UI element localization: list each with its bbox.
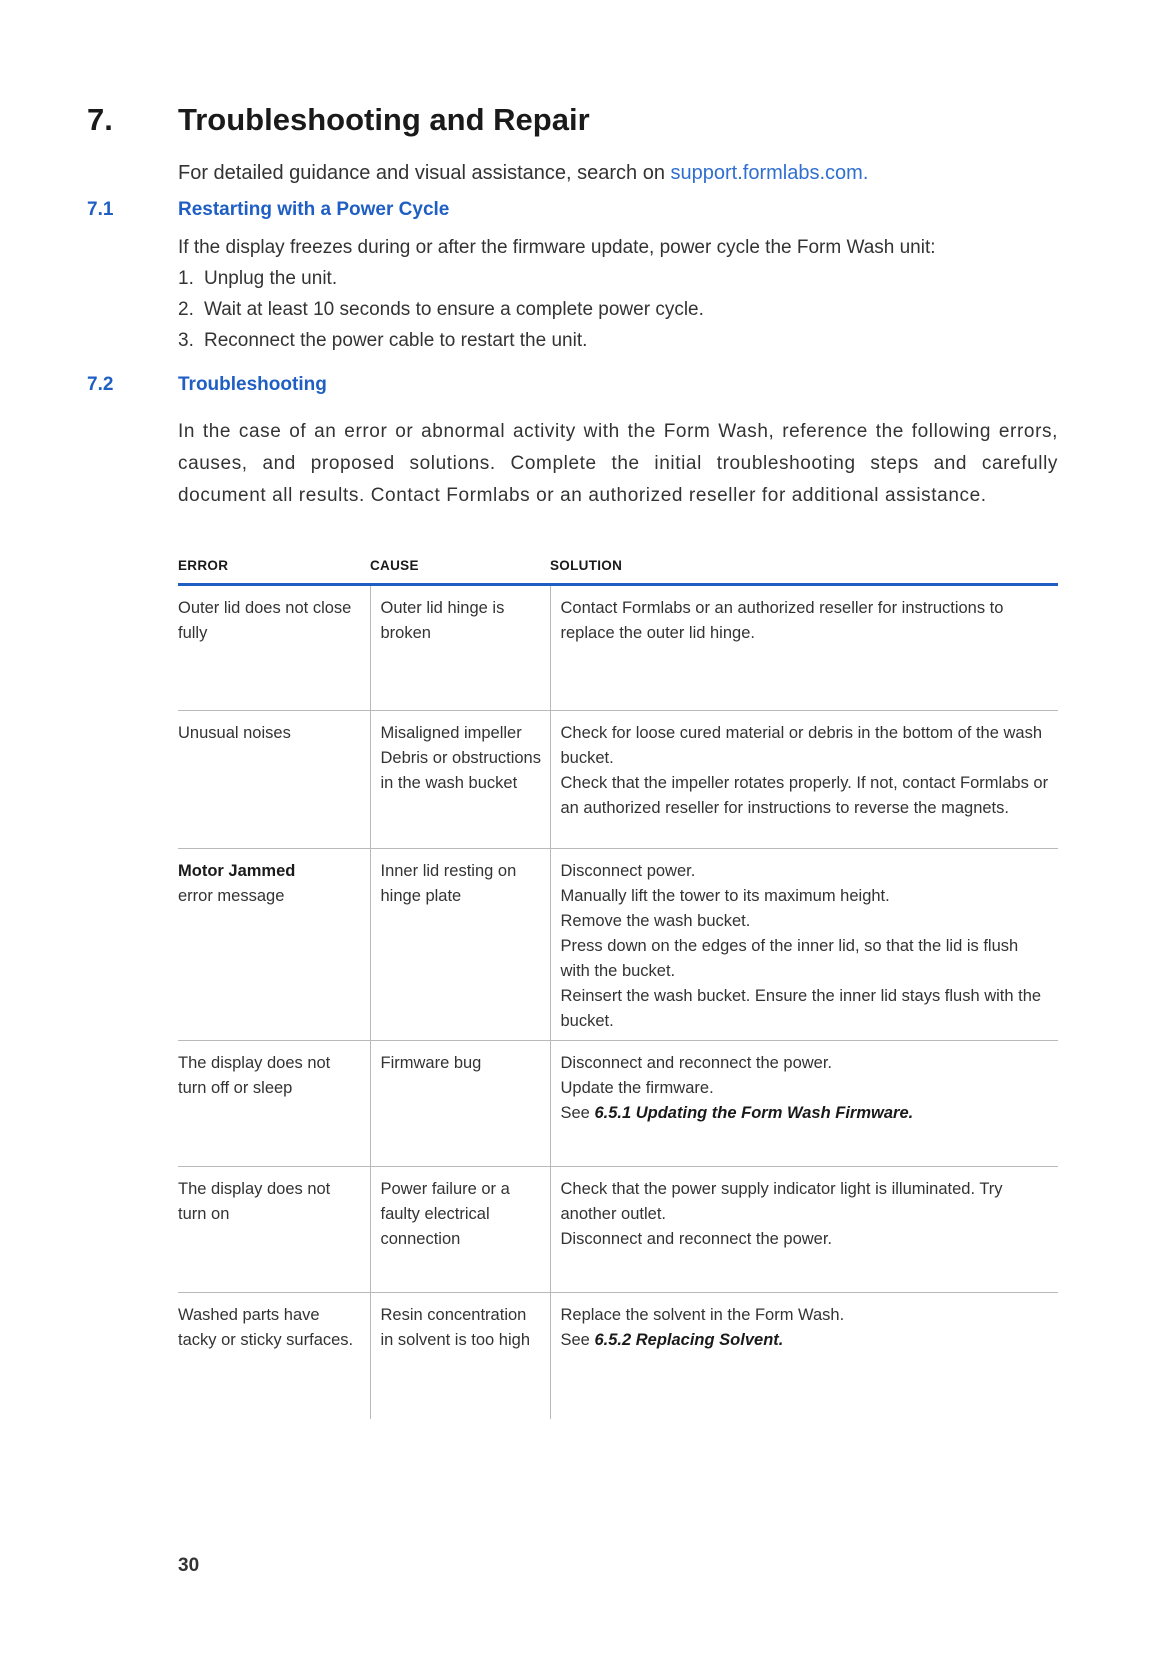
table-row: [178, 711, 1058, 849]
solution-cell: [550, 849, 1058, 1041]
cause-cell: [370, 849, 550, 1041]
table-header-row: [178, 548, 1058, 585]
chapter-intro: [178, 162, 868, 185]
solution-line: Contact Formlabs or an authorized reseller for instructions to replace the outer lid hinge.: [560, 599, 1004, 642]
step-item: [178, 330, 587, 352]
header-error: ERROR: [178, 548, 370, 585]
solution-cell: [550, 1167, 1058, 1293]
support-link[interactable]: support.formlabs.com.: [670, 162, 869, 184]
cause-cell: [370, 711, 550, 849]
step-text: Unplug the unit.: [204, 268, 338, 289]
solution-line: Manually lift the tower to its maximum height.: [560, 887, 890, 905]
cause-text: Outer lid hinge is broken: [380, 599, 505, 642]
section-reference-link[interactable]: 6.5.2 Replacing Solvent.: [594, 1331, 784, 1349]
cause-text: Resin concentration in solvent is too high: [380, 1306, 531, 1349]
error-cell: [178, 1293, 370, 1419]
solution-line: Replace the solvent in the Form Wash.: [560, 1306, 845, 1324]
error-text: The display does not turn on: [178, 1180, 331, 1223]
table-row: [178, 585, 1058, 711]
solution-line: Update the firmware.: [560, 1079, 714, 1097]
cause-text: Power failure or a faulty electrical connection: [380, 1180, 510, 1248]
cause-text: Inner lid resting on hinge plate: [380, 862, 517, 905]
step-text: Wait at least 10 seconds to ensure a complete power cycle.: [204, 299, 704, 320]
solution-line: Check that the impeller rotates properly. If not, contact Formlabs or an authorized reseller for instructions to reverse the magnets.: [560, 774, 1049, 817]
error-cell: [178, 1167, 370, 1293]
error-text: error message: [178, 887, 285, 905]
chapter-title: Troubleshooting and Repair: [178, 102, 590, 137]
solution-cell: [550, 711, 1058, 849]
section-reference-link[interactable]: 6.5.1 Updating the Form Wash Firmware.: [594, 1104, 914, 1122]
header-cause: CAUSE: [370, 548, 550, 585]
solution-line: Remove the wash bucket.: [560, 912, 751, 930]
section-7-2-number: 7.2: [87, 374, 114, 395]
table-row: [178, 1167, 1058, 1293]
section-7-2-paragraph: In the case of an error or abnormal activity with the Form Wash, reference the following errors, causes, and proposed solutions. Complete the initial troubleshooting steps and carefully document all results. Contact Formlabs or an authorized reseller for additional assistance.: [178, 421, 1058, 506]
error-text: The display does not turn off or sleep: [178, 1054, 331, 1097]
solution-line: Check that the power supply indicator light is illuminated. Try another outlet.: [560, 1180, 1003, 1223]
solution-line: Reinsert the wash bucket. Ensure the inner lid stays flush with the bucket.: [560, 987, 1042, 1030]
cause-cell: [370, 585, 550, 711]
error-text: Outer lid does not close fully: [178, 599, 352, 642]
solution-line: Disconnect power.: [560, 862, 696, 880]
error-bold-text: Motor Jammed: [178, 862, 296, 880]
solution-line: Disconnect and reconnect the power.: [560, 1230, 833, 1248]
chapter-number: 7.: [87, 102, 113, 137]
table-row: [178, 849, 1058, 1041]
solution-cell: [550, 1041, 1058, 1167]
step-item: [178, 268, 337, 290]
step-number: 3.: [178, 330, 194, 351]
error-text: Washed parts have tacky or sticky surfaces.: [178, 1306, 354, 1349]
error-text: Unusual noises: [178, 724, 291, 742]
intro-text: For detailed guidance and visual assistance, search on: [178, 162, 671, 184]
page-number: 30: [178, 1555, 200, 1576]
step-number: 1.: [178, 268, 194, 289]
section-7-2-title: Troubleshooting: [178, 374, 327, 395]
cause-cell: [370, 1293, 550, 1419]
see-prefix: See: [560, 1331, 595, 1349]
solution-line: Disconnect and reconnect the power.: [560, 1054, 833, 1072]
error-cell: [178, 585, 370, 711]
error-cell: [178, 849, 370, 1041]
section-7-1-title: Restarting with a Power Cycle: [178, 199, 450, 220]
step-number: 2.: [178, 299, 194, 320]
cause-cell: [370, 1041, 550, 1167]
troubleshooting-table: [178, 548, 1058, 1419]
section-7-1-lead: If the display freezes during or after the firmware update, power cycle the Form Wash unit:: [178, 237, 936, 258]
table-row: [178, 1041, 1058, 1167]
cause-text: Firmware bug: [380, 1054, 482, 1072]
see-prefix: See: [560, 1104, 595, 1122]
see-reference-line: [561, 1101, 1051, 1126]
section-7-1-number: 7.1: [87, 199, 114, 220]
error-cell: [178, 1041, 370, 1167]
table-row: [178, 1293, 1058, 1419]
cause-text: Misaligned impeller Debris or obstructions in the wash bucket: [380, 724, 541, 792]
cause-cell: [370, 1167, 550, 1293]
step-text: Reconnect the power cable to restart the unit.: [204, 330, 588, 351]
error-cell: [178, 711, 370, 849]
solution-cell: [550, 585, 1058, 711]
step-item: [178, 299, 704, 321]
solution-line: Press down on the edges of the inner lid, so that the lid is flush with the bucket.: [560, 937, 1019, 980]
solution-line: Check for loose cured material or debris in the bottom of the wash bucket.: [560, 724, 1042, 767]
see-reference-line: [561, 1328, 1051, 1353]
header-solution: SOLUTION: [550, 548, 1058, 585]
solution-cell: [550, 1293, 1058, 1419]
